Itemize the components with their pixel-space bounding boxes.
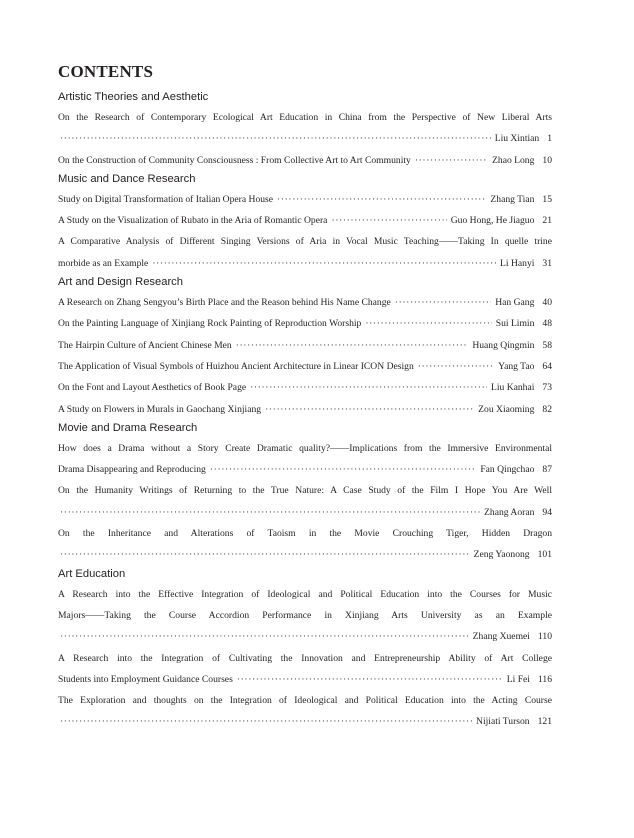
toc-entry[interactable] <box>58 335 552 356</box>
entry-leader-line <box>58 313 552 334</box>
dot-leader <box>237 669 503 690</box>
entry-title-line: A Research on Zhang Sengyou’s Birth Place and the Reason behind His Name Change <box>58 297 391 309</box>
entry-author: Li Fei <box>506 673 530 685</box>
entry-leader-line <box>58 150 552 171</box>
dot-leader <box>60 626 469 647</box>
entry-page-number: 31 <box>542 257 552 269</box>
entry-title-line: Majors——Taking the Course Accordion Performance in Xinjiang Arts University as an Example <box>58 609 552 621</box>
entry-page-number: 87 <box>542 464 552 476</box>
entry-leader-line <box>58 626 552 647</box>
entry-title-line: The Application of Visual Symbols of Huizhou Ancient Architecture in Linear ICON Design <box>58 360 414 372</box>
entry-author: Huang Qingmin <box>472 339 535 351</box>
entry-leader-line <box>58 253 552 274</box>
entry-title-line: Drama Disappearing and Reproducing <box>58 464 206 476</box>
entry-title-line: A Comparative Analysis of Different Singing Versions of Aria in Vocal Music Teaching——Taking In quelle trine <box>58 236 552 248</box>
entry-page-number: 21 <box>542 215 552 227</box>
entry-leader-line <box>58 210 552 231</box>
toc-entry[interactable] <box>58 313 552 334</box>
entry-page-number: 48 <box>542 318 552 330</box>
toc-entry[interactable] <box>58 292 552 313</box>
dot-leader <box>277 189 486 210</box>
toc-section <box>58 171 552 274</box>
entry-page-number: 110 <box>537 631 552 643</box>
entry-title-line: A Study on the Visualization of Rubato in the Aria of Romantic Opera <box>58 215 328 227</box>
dot-leader <box>60 711 472 732</box>
page-title: CONTENTS <box>58 62 154 81</box>
section-heading: Movie and Drama Research <box>58 421 198 434</box>
section-heading: Art and Design Research <box>58 276 183 289</box>
dot-leader <box>60 502 480 523</box>
entry-leader-line <box>58 377 552 398</box>
entry-author: Li Hanyi <box>500 257 535 269</box>
entry-author: Zhang Xuemei <box>472 631 530 643</box>
toc-body <box>58 89 552 733</box>
toc-section <box>58 274 552 420</box>
entry-page-number: 1 <box>547 133 552 145</box>
entry-author: Zeng Yaonong <box>473 549 530 561</box>
entry-leader-line <box>58 399 552 420</box>
entry-page-number: 58 <box>542 339 552 351</box>
entry-author: Guo Hong, He Jiaguo <box>450 215 535 227</box>
entry-author: Fan Qingchao <box>480 464 535 476</box>
entry-page-number: 101 <box>537 549 552 561</box>
toc-entry[interactable] <box>58 523 552 566</box>
dot-leader <box>265 399 474 420</box>
entry-leader-line <box>58 544 552 565</box>
entry-title-line: On the Humanity Writings of Returning to the True Nature: A Case Study of the Film I Hope You Are Well <box>58 485 552 497</box>
dot-leader <box>415 150 488 171</box>
toc-entry[interactable] <box>58 356 552 377</box>
toc-section <box>58 420 552 566</box>
entry-leader-line <box>58 459 552 480</box>
dot-leader <box>418 356 494 377</box>
entry-author: Zhang Tian <box>490 193 535 205</box>
entry-leader-line <box>58 711 552 732</box>
entry-leader-line <box>58 292 552 313</box>
entry-page-number: 82 <box>542 403 552 415</box>
entry-title-line: How does a Drama without a Story Create Dramatic quality?——Implications from the Immersive Environmental <box>58 442 552 454</box>
entry-author: Zou Xiaoming <box>478 403 535 415</box>
entry-page-number: 121 <box>537 716 552 728</box>
toc-entry[interactable] <box>58 377 552 398</box>
toc-entry[interactable] <box>58 150 552 171</box>
toc-section <box>58 89 552 171</box>
entry-leader-line <box>58 356 552 377</box>
dot-leader <box>395 292 491 313</box>
toc-entry[interactable] <box>58 231 552 274</box>
entry-title-line: On the Research of Contemporary Ecological Art Education in China from the Perspective of New Liberal Arts <box>58 112 552 123</box>
entry-title-line: morbide as an Example <box>58 257 149 269</box>
dot-leader <box>60 128 491 149</box>
entry-author: Han Gang <box>495 297 535 309</box>
dot-leader <box>250 377 487 398</box>
dot-leader <box>365 313 491 334</box>
entry-page-number: 15 <box>542 193 552 205</box>
entry-title-line: A Research into the Integration of Cultivating the Innovation and Entrepreneurship Ability of Art College <box>58 652 552 664</box>
section-heading: Art Education <box>58 567 126 580</box>
entry-page-number: 73 <box>542 382 552 394</box>
toc-entry[interactable] <box>58 584 552 648</box>
table-of-contents <box>58 60 552 733</box>
entry-title-line: On the Construction of Community Consciousness : From Collective Art to Art Community <box>58 154 411 166</box>
entry-leader-line <box>58 502 552 523</box>
section-heading: Artistic Theories and Aesthetic <box>58 91 209 103</box>
entry-title-line: On the Font and Layout Aesthetics of Book Page <box>58 382 247 394</box>
entry-leader-line <box>58 128 552 149</box>
entry-title-line: Students into Employment Guidance Courses <box>58 673 233 685</box>
entry-page-number: 94 <box>542 506 552 518</box>
toc-entry[interactable] <box>58 648 552 691</box>
dot-leader <box>210 459 476 480</box>
entry-title-line: Study on Digital Transformation of Italian Opera House <box>58 193 274 205</box>
toc-section <box>58 566 552 733</box>
entry-page-number: 40 <box>542 297 552 309</box>
entry-author: Liu Kanhai <box>490 382 535 394</box>
toc-entry[interactable] <box>58 189 552 210</box>
entry-leader-line <box>58 335 552 356</box>
entry-author: Yang Tao <box>498 360 535 372</box>
entry-leader-line <box>58 189 552 210</box>
entry-leader-line <box>58 669 552 690</box>
toc-entry[interactable] <box>58 480 552 523</box>
entry-author: Nijiati Turson <box>476 716 530 728</box>
entry-author: Liu Xintian <box>494 133 540 145</box>
entry-author: Zhang Aoran <box>484 506 535 518</box>
dot-leader <box>60 544 470 565</box>
toc-entry[interactable] <box>58 690 552 733</box>
entry-title-line: On the Painting Language of Xinjiang Rock Painting of Reproduction Worship <box>58 318 362 330</box>
entry-author: Zhao Long <box>492 154 535 166</box>
dot-leader <box>236 335 469 356</box>
entry-author: Sui Limin <box>495 318 535 330</box>
toc-entry[interactable] <box>58 438 552 481</box>
entry-page-number: 64 <box>542 360 552 372</box>
entry-page-number: 116 <box>537 673 552 685</box>
entry-title-line: The Hairpin Culture of Ancient Chinese Men <box>58 339 232 351</box>
section-heading: Music and Dance Research <box>58 172 196 185</box>
entry-title-line: The Exploration and thoughts on the Integration of Ideological and Political Education into the Acting Course <box>58 695 552 707</box>
dot-leader <box>331 210 446 231</box>
entry-title-line: A Research into the Effective Integration of Ideological and Political Education into the Courses for Music <box>58 588 552 600</box>
entry-title-line: On the Inheritance and Alterations of Taoism in the Movie Crouching Tiger, Hidden Dragon <box>58 528 552 540</box>
entry-page-number: 10 <box>542 154 552 166</box>
entry-title-line: A Study on Flowers in Murals in Gaochang Xinjiang <box>58 403 262 415</box>
toc-entry[interactable] <box>58 107 552 150</box>
toc-entry[interactable] <box>58 210 552 231</box>
dot-leader <box>152 253 496 274</box>
toc-entry[interactable] <box>58 399 552 420</box>
